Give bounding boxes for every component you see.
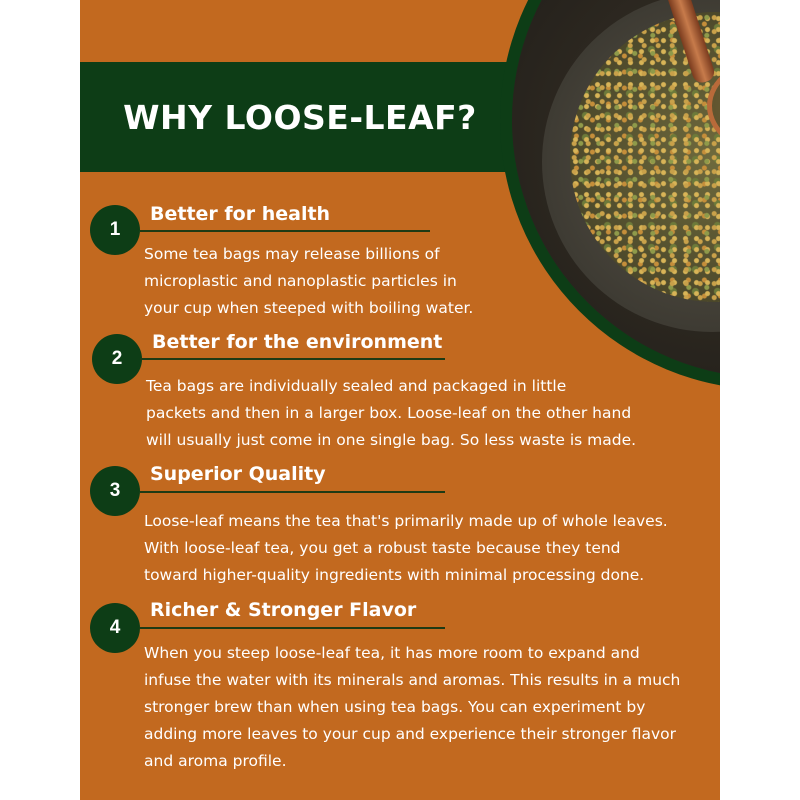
page-title: WHY LOOSE-LEAF? <box>123 97 477 137</box>
item-body-health <box>144 241 473 322</box>
item-heading-flavor: Richer & Stronger Flavor <box>150 599 417 621</box>
body-line: will usually just come in one single bag. So less waste is made. <box>146 431 637 449</box>
item-body-quality <box>144 508 668 589</box>
heading-underline <box>140 358 445 360</box>
body-line: stronger brew than when using tea bags. You can experiment by <box>144 698 646 716</box>
body-line: infuse the water with its minerals and aromas. This results in a much <box>144 671 681 689</box>
body-line: Tea bags are individually sealed and packaged in little <box>146 377 567 395</box>
body-line: When you steep loose-leaf tea, it has more room to expand and <box>144 644 640 662</box>
item-heading-health: Better for health <box>150 203 331 225</box>
item-heading-quality: Superior Quality <box>150 463 326 485</box>
body-line: With loose-leaf tea, you get a robust taste because they tend <box>144 539 621 557</box>
body-line: microplastic and nanoplastic particles in <box>144 272 457 290</box>
heading-underline <box>140 230 430 232</box>
body-line: Loose-leaf means the tea that's primarily made up of whole leaves. <box>144 512 668 530</box>
item-heading-environment: Better for the environment <box>152 331 443 353</box>
body-line: Some tea bags may release billions of <box>144 245 440 263</box>
infographic-panel <box>80 0 720 800</box>
body-line: toward higher-quality ingredients with minimal processing done. <box>144 566 645 584</box>
step-number-2: 2 <box>92 334 142 384</box>
body-line: packets and then in a larger box. Loose-leaf on the other hand <box>146 404 632 422</box>
step-number-4: 4 <box>90 603 140 653</box>
step-number-1: 1 <box>90 205 140 255</box>
item-body-flavor <box>144 640 680 775</box>
item-body-environment <box>146 373 636 454</box>
step-number-3: 3 <box>90 466 140 516</box>
body-line: and aroma profile. <box>144 752 287 770</box>
body-line: your cup when steeped with boiling water. <box>144 299 474 317</box>
body-line: adding more leaves to your cup and experience their stronger flavor <box>144 725 677 743</box>
tea-bowl-photo <box>512 0 720 378</box>
heading-underline <box>140 627 445 629</box>
heading-underline <box>140 491 445 493</box>
